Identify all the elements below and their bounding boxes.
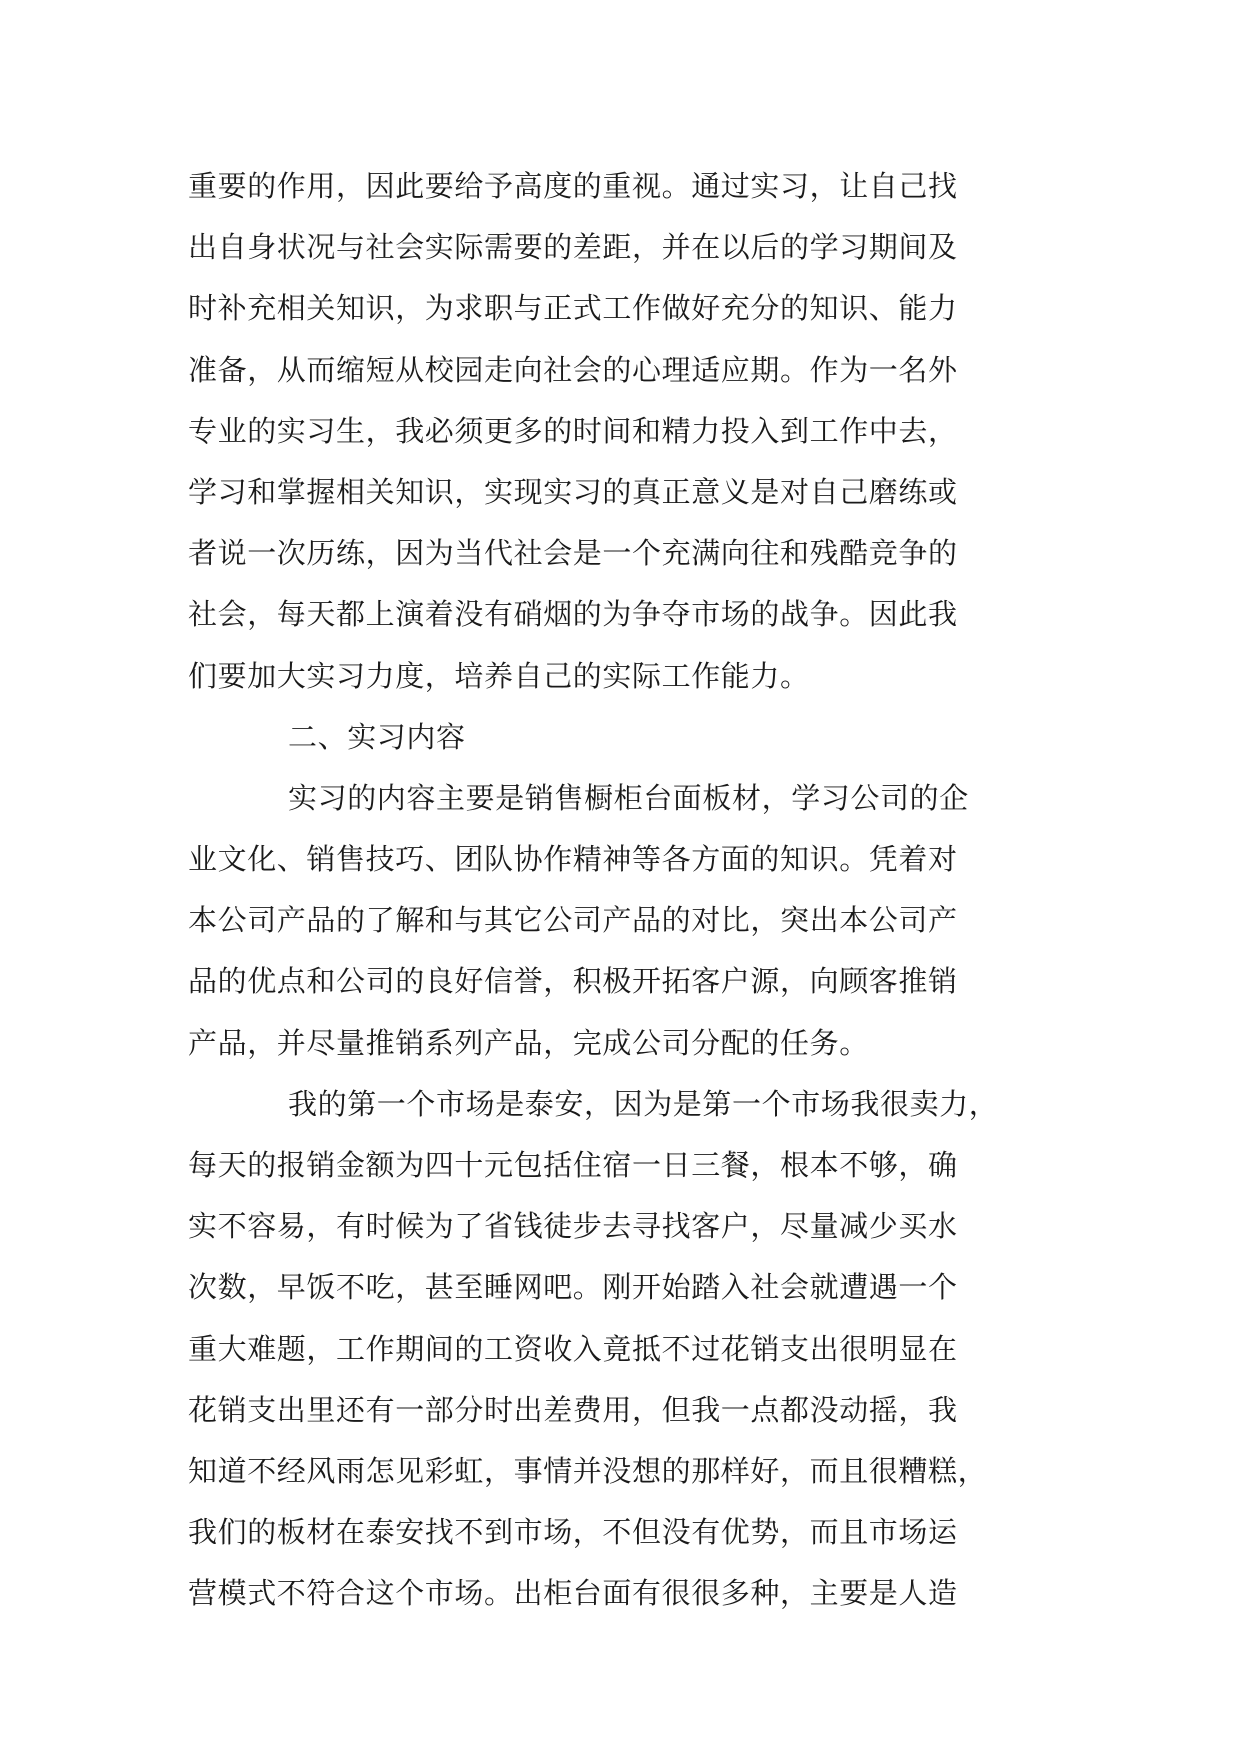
text-line: 花销支出里还有一部分时出差费用，但我一点都没动摇，我 (188, 1392, 958, 1427)
text-line: 社会，每天都上演着没有硝烟的为争夺市场的战争。因此我 (188, 597, 958, 632)
document-body (188, 156, 1058, 1625)
text-line: 们要加大实习力度，培养自己的实际工作能力。 (188, 658, 810, 693)
text-line: 重大难题，工作期间的工资收入竟抵不过花销支出很明显在 (188, 1331, 958, 1366)
text-line: 时补充相关知识，为求职与正式工作做好充分的知识、能力 (188, 291, 958, 326)
text-line: 学习和掌握相关知识，实现实习的真正意义是对自己磨练或 (188, 474, 958, 509)
section-heading: 二、实习内容 (288, 719, 466, 754)
paragraph-first-line: 实习的内容主要是销售橱柜台面板材，学习公司的企 (288, 780, 969, 815)
text-line: 重要的作用，因此要给予高度的重视。通过实习，让自己找 (188, 169, 958, 203)
text-line: 本公司产品的了解和与其它公司产品的对比，突出本公司产 (188, 903, 958, 938)
paragraph-first-line: 我的第一个市场是泰安，因为是第一个市场我很卖力， (288, 1086, 999, 1121)
text-line: 准备，从而缩短从校园走向社会的心理适应期。作为一名外 (188, 352, 958, 387)
text-line: 每天的报销金额为四十元包括住宿一日三餐，根本不够，确 (188, 1148, 958, 1182)
text-line: 次数，早饭不吃，甚至睡网吧。刚开始踏入社会就遭遇一个 (188, 1270, 958, 1305)
text-line: 专业的实习生，我必须更多的时间和精力投入到工作中去， (188, 413, 958, 448)
text-line: 品的优点和公司的良好信誉，积极开拓客户源，向顾客推销 (188, 964, 958, 999)
text-line: 业文化、销售技巧、团队协作精神等各方面的知识。凭着对 (188, 842, 958, 877)
text-line: 产品，并尽量推销系列产品，完成公司分配的任务。 (188, 1025, 869, 1060)
text-line: 实不容易，有时候为了省钱徒步去寻找客户，尽量减少买水 (188, 1209, 958, 1244)
text-line: 出自身状况与社会实际需要的差距，并在以后的学习期间及 (188, 230, 958, 265)
text-line: 营模式不符合这个市场。出柜台面有很很多种，主要是人造 (188, 1576, 958, 1611)
text-line: 知道不经风雨怎见彩虹，事情并没想的那样好，而且很糟糕， (188, 1453, 988, 1488)
text-line: 我们的板材在泰安找不到市场，不但没有优势，而且市场运 (188, 1515, 958, 1550)
text-line: 者说一次历练，因为当代社会是一个充满向往和残酷竞争的 (188, 536, 958, 571)
